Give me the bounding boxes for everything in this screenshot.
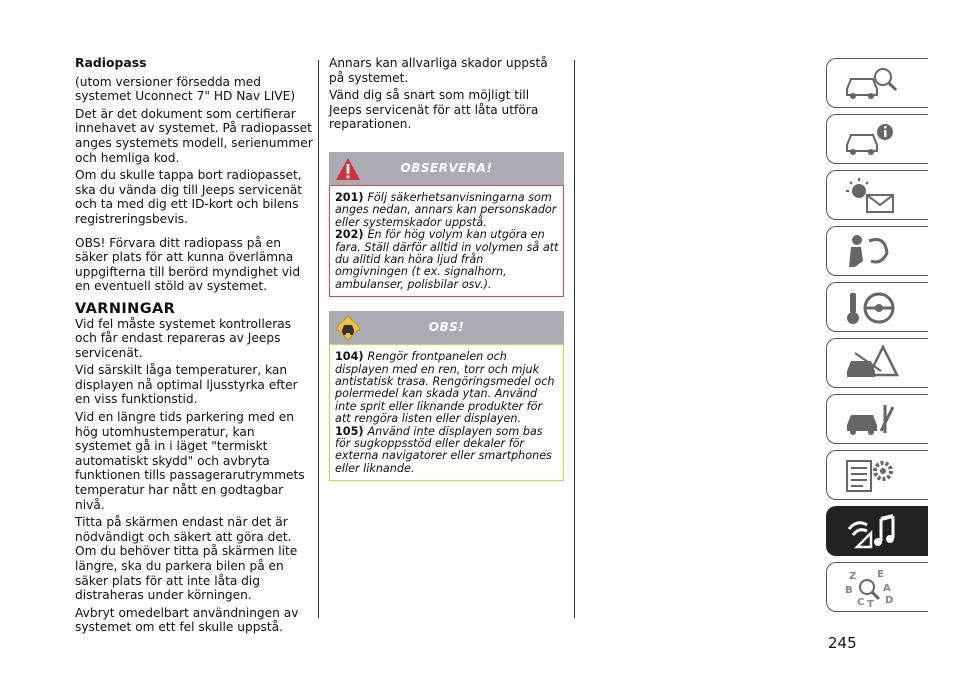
paragraph: Vid en längre tids parkering med en hög utomhustemperatur, kan systemet gå in i läget "termiskt automatiskt skydd" och avbryta funktionen tills passagerarutrymmets temperatur har nått en godtagbar nivå. bbox=[75, 410, 305, 512]
paragraph: Det är det dokument som certifierar innehavet av systemet. På radiopasset anges systemets modell, serienummer och hemliga kod. bbox=[75, 106, 313, 165]
paragraph: Titta på skärmen endast när det är nödvändigt och säkert att göra det. Om du behöver titta på skärmen lite längre, ska du parkera bilen på en säker plats för att inte låta dig distraheras under körningen. bbox=[75, 515, 298, 603]
note-title: OBS! bbox=[428, 320, 465, 335]
left-column bbox=[75, 56, 313, 638]
paragraph: OBS! Förvara ditt radiopass på en säker plats för att kunna överlämna uppgifterna till berörd myndighet vid en eventuell stöld av systemet. bbox=[75, 235, 301, 294]
paragraph: Vid fel måste systemet kontrolleras och får endast repareras av Jeeps servicenät. bbox=[75, 316, 292, 360]
page-number: 245 bbox=[828, 634, 857, 652]
tab-starting-driving[interactable] bbox=[826, 282, 928, 332]
car-info-icon bbox=[841, 119, 901, 161]
paragraph: Vid särskilt låga temperaturer, kan displayen nå optimal ljusstyrka efter en viss funktionstid. bbox=[75, 363, 298, 407]
svg-text:A: A bbox=[883, 583, 891, 594]
warning-item: 202) En för hög volym kan utgöra en fara. Ställ därför alltid in volymen så att du alltid kan höra ljud från omgivningen (t ex. signalhorn, ambulanser, polisbilar osv.). bbox=[335, 228, 559, 291]
note-item: 105) Använd inte displayen som bas för sugkoppsstöd eller dekaler för externa navigatorer eller smartphones eller liknande. bbox=[335, 424, 552, 475]
warning-lights-mail-icon bbox=[841, 175, 901, 217]
car-search-icon bbox=[841, 63, 901, 105]
tab-emergency[interactable] bbox=[826, 338, 928, 388]
multimedia-music-icon bbox=[841, 511, 901, 553]
key-steering-wheel-icon bbox=[841, 287, 901, 329]
warning-header bbox=[329, 152, 564, 185]
svg-text:B: B bbox=[845, 585, 853, 596]
warning-item: 201) Följ säkerhetsanvisningarna som anges nedan, annars kan personskador eller systemskador uppstå. bbox=[335, 190, 557, 229]
tab-multimedia[interactable] bbox=[826, 506, 928, 556]
tab-technical-data[interactable] bbox=[826, 450, 928, 500]
warning-box bbox=[329, 185, 564, 297]
note-item: 104) Rengör frontpanelen och displayen med en ren, torr och mjuk antistatisk trasa. Rengöringsmedel och polermedel kan skada ytan. Använd inte sprit eller liknande produkter för att rengöra listen eller displayen. bbox=[335, 350, 555, 426]
svg-text:C: C bbox=[857, 597, 865, 608]
svg-text:E: E bbox=[877, 569, 884, 580]
column-divider bbox=[574, 60, 575, 618]
section-heading-radiopass: Radiopass bbox=[75, 55, 147, 70]
airbag-seat-icon bbox=[841, 231, 901, 273]
technical-data-gear-icon bbox=[841, 455, 901, 497]
alphabetical-index-icon bbox=[841, 567, 901, 609]
note-box bbox=[329, 344, 564, 481]
column-divider bbox=[318, 60, 319, 618]
tab-warning-lights[interactable] bbox=[826, 170, 928, 220]
paragraph: Vänd dig så snart som möjligt till Jeeps servicenät för att låta utföra reparationen. bbox=[329, 88, 539, 132]
car-emergency-icon bbox=[841, 343, 901, 385]
tab-safety[interactable] bbox=[826, 226, 928, 276]
middle-column bbox=[329, 56, 564, 481]
svg-text:D: D bbox=[885, 595, 894, 606]
paragraph: Avbryt omedelbart användningen av systemet om ett fel skulle uppstå. bbox=[75, 605, 299, 635]
paragraph: Om du skulle tappa bort radiopasset, ska du vända dig till Jeeps servicenät och ta med dig ett ID-kort och bilens registreringsbevis. bbox=[75, 168, 303, 226]
tab-car-info[interactable] bbox=[826, 114, 928, 164]
tab-servicing[interactable] bbox=[826, 394, 928, 444]
svg-text:Z: Z bbox=[849, 571, 857, 582]
tab-car-search[interactable] bbox=[826, 58, 928, 108]
warning-title: OBSERVERA! bbox=[400, 160, 493, 175]
svg-text:T: T bbox=[867, 599, 874, 609]
section-heading-warnings: VARNINGAR bbox=[75, 300, 176, 317]
car-service-tools-icon bbox=[841, 399, 901, 441]
tab-index[interactable] bbox=[826, 562, 928, 612]
note-header bbox=[329, 311, 564, 344]
paragraph: (utom versioner försedda med systemet Uconnect 7" HD Nav LIVE) bbox=[75, 74, 296, 104]
paragraph: Annars kan allvarliga skador uppstå på systemet. bbox=[329, 56, 548, 85]
